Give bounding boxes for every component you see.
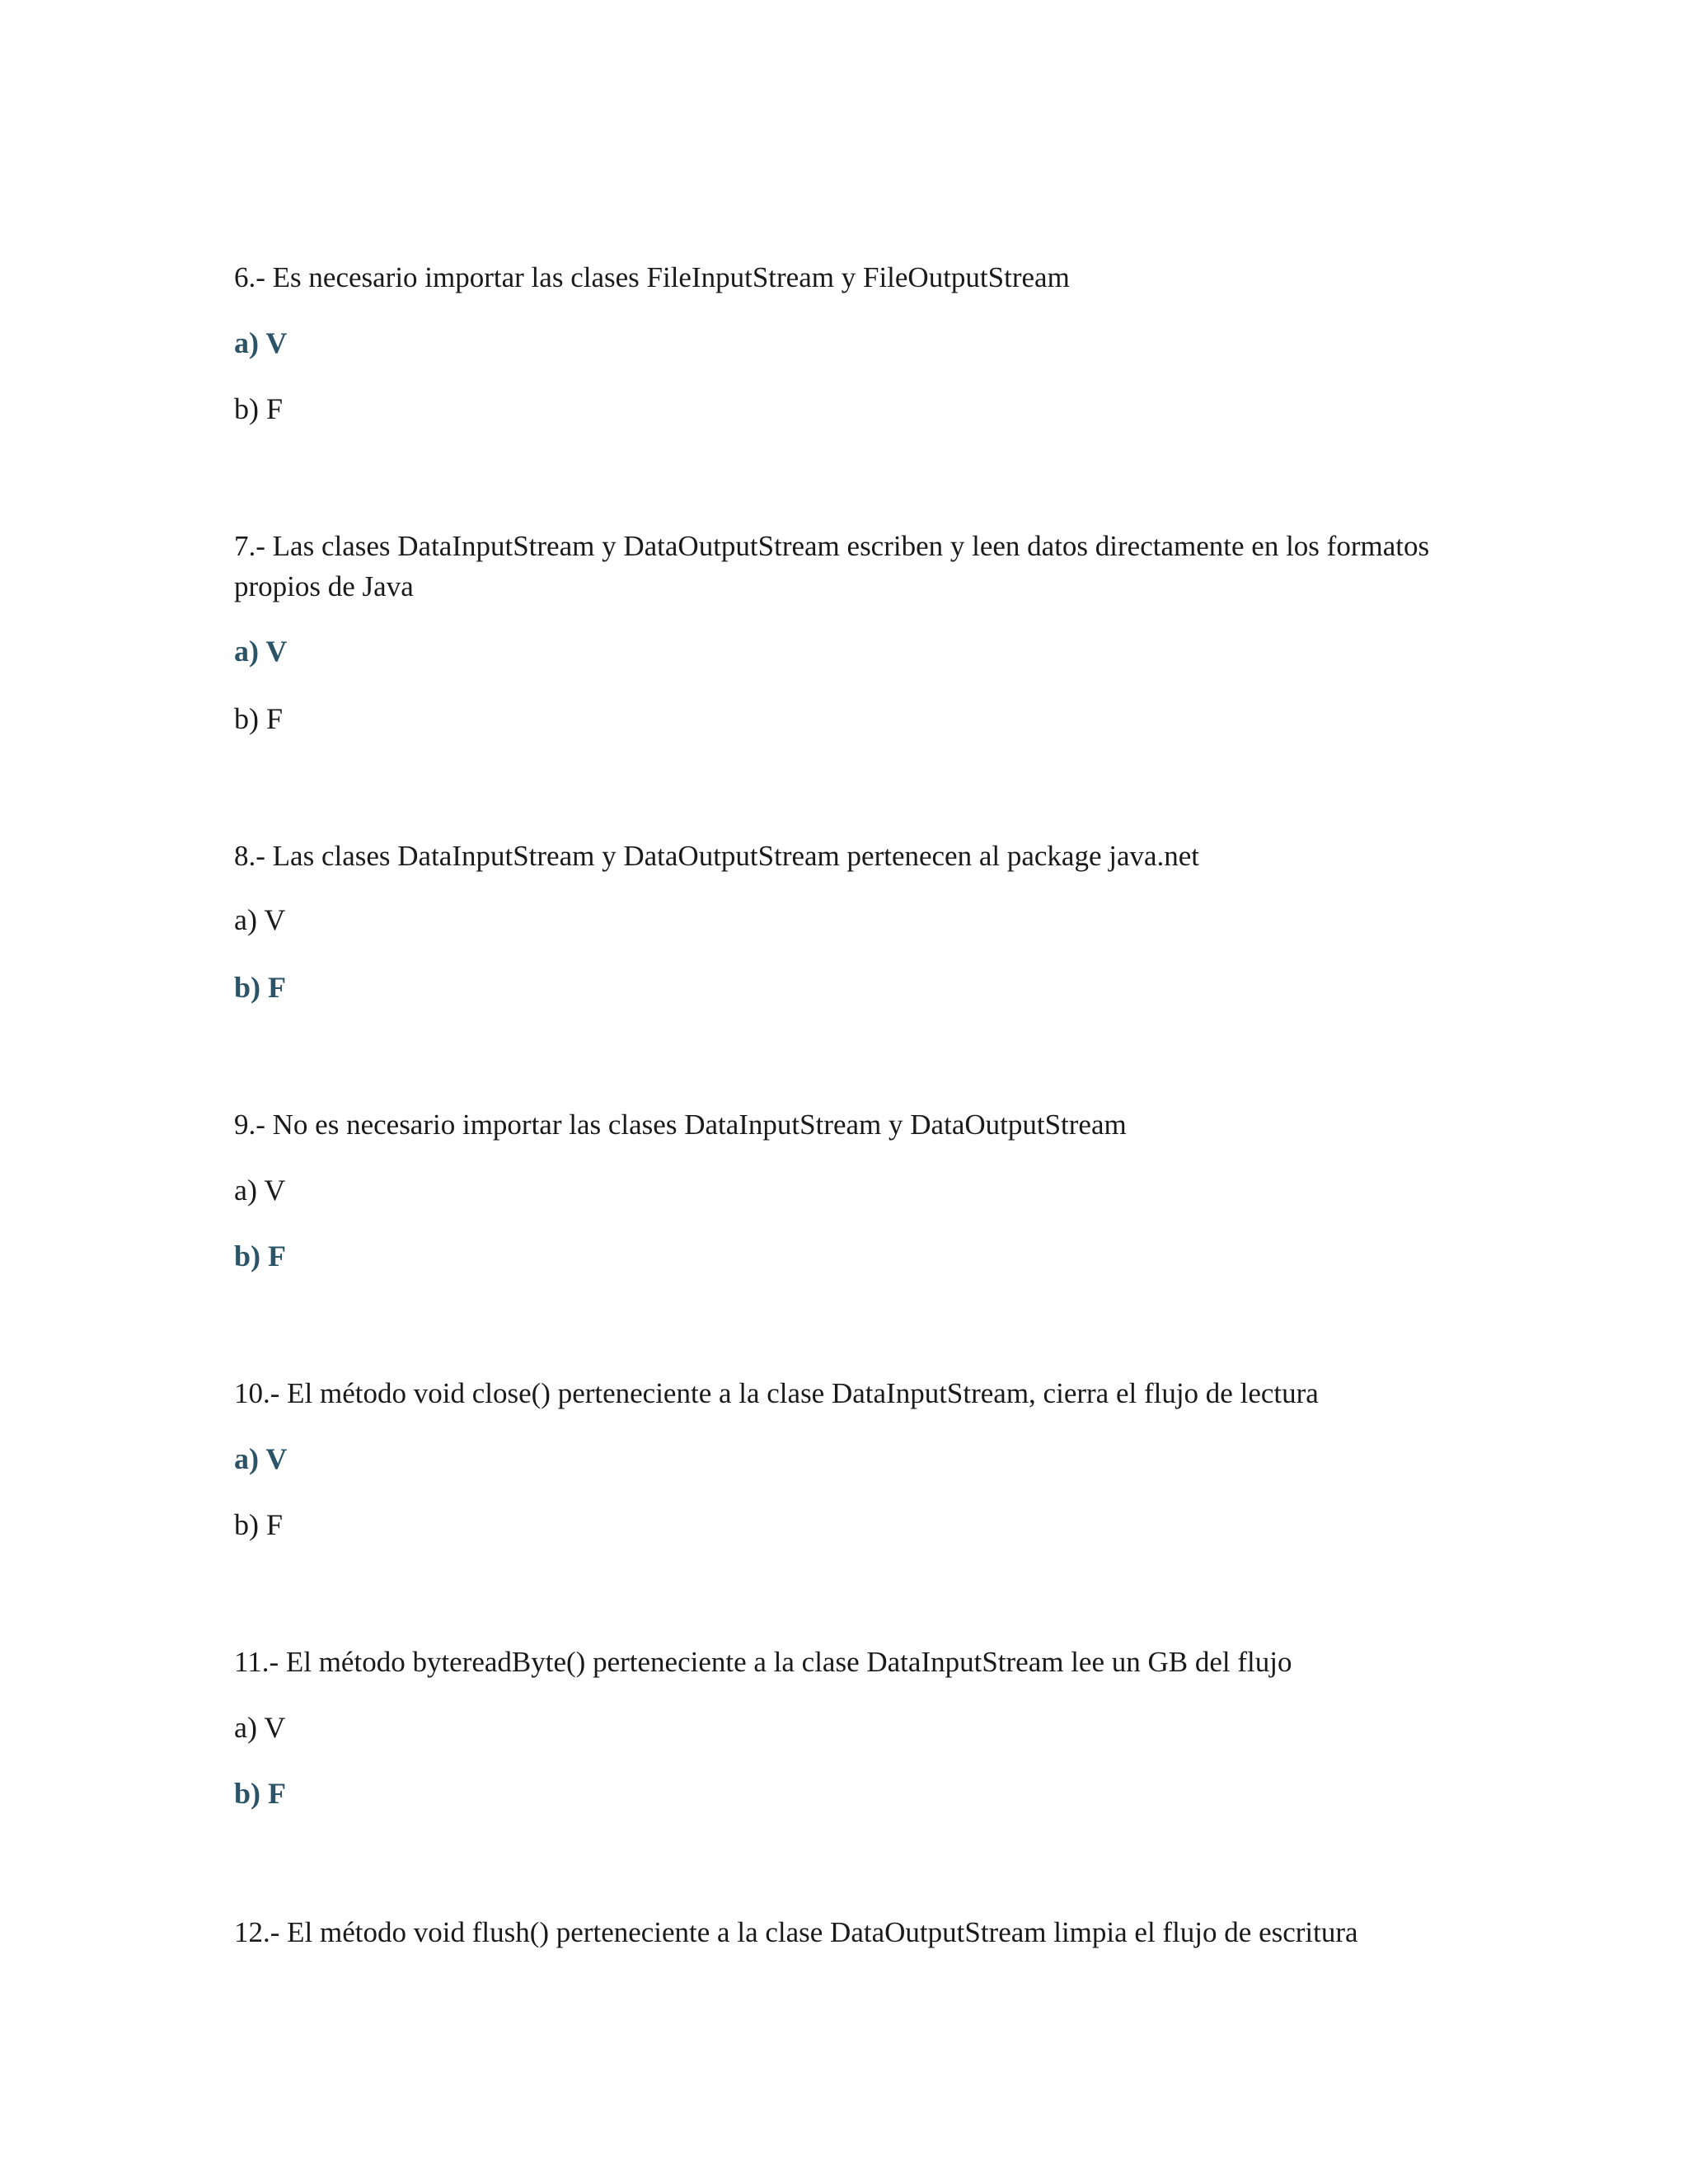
question-text: 6.- Es necesario importar las clases FileInputStream y FileOutputStream [234, 261, 1070, 293]
option-a: a) V [234, 1711, 286, 1744]
question-8 [234, 836, 1454, 1004]
option-a: a) V [234, 1174, 286, 1207]
option-a: a) V [234, 1442, 288, 1475]
question-10 [234, 1373, 1454, 1541]
question-text: 9.- No es necesario importar las clases DataInputStream y DataOutputStream [234, 1108, 1127, 1141]
question-9 [234, 1104, 1454, 1272]
question-11 [234, 1642, 1454, 1810]
question-7 [234, 526, 1454, 735]
question-text: 10.- El método void close() perteneciente a la clase DataInputStream, cierra el flujo de lectura [234, 1377, 1319, 1409]
question-12 [234, 1912, 1454, 1952]
option-b: b) F [234, 1508, 284, 1541]
question-text: 7.- Las clases DataInputStream y DataOutputStream escriben y leen datos directamente en los formatos propios de Java [234, 530, 1430, 602]
option-b: b) F [234, 1240, 286, 1272]
option-a: a) V [234, 326, 288, 359]
option-a: a) V [234, 635, 288, 668]
option-a: a) V [234, 903, 286, 936]
option-b: b) F [234, 1777, 286, 1810]
question-text: 12.- El método void flush() perteneciente a la clase DataOutputStream limpia el flujo de escritura [234, 1916, 1358, 1948]
question-text: 8.- Las clases DataInputStream y DataOutputStream pertenecen al package java.net [234, 840, 1200, 872]
option-b: b) F [234, 702, 284, 735]
question-text: 11.- El método bytereadByte() perteneciente a la clase DataInputStream lee un GB del flujo [234, 1646, 1292, 1678]
option-b: b) F [234, 392, 284, 425]
option-b: b) F [234, 971, 286, 1004]
question-6 [234, 257, 1454, 425]
